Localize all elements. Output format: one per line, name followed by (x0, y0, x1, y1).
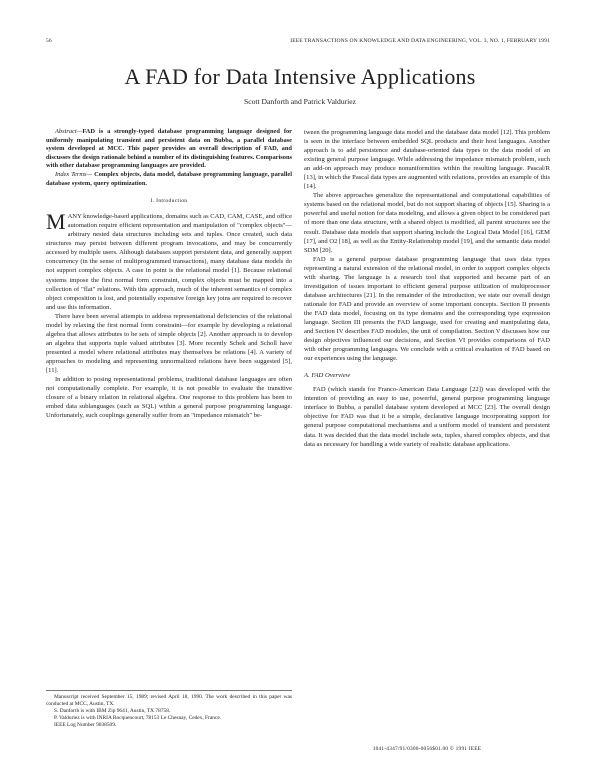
left-column (46, 128, 292, 420)
footnote-author-2: P. Valduriez is with INRIA Rocquencourt, 78153 Le Chesnay, Cedex, France. (54, 715, 222, 721)
drop-cap: M (46, 209, 66, 235)
footnote-author-1: S. Danforth is with IBM Zip 9641, Austin, TX 78758. (54, 708, 171, 714)
running-header (46, 38, 550, 48)
right-paragraph-fad-language: FAD is a general purpose database programming language that uses data types representing a natural extension of the relational model, in order to support complex objects with sharing. The language is a research tool that supported and became part of an investigation of issues important to efficient general purpose utilization of multiprocessor database architectures [21]. In the remainder of the introduction, we state our overall design rationale for FAD and provide an overview of some important concepts. Section II presents the FAD data model, focusing on its type domains and the corresponding type expression language. Section III presents the FAD language, used for creating and manipulating data, and Section IV describes FAD modules, the unit of compilation. Section V discusses how our design objectives influenced our decisions, and Section VI provides comparisons of FAD with other programming languages. We conclude with a critical evaluation of FAD based on our experiences using the language. (304, 255, 550, 363)
copyright-line: 1041-4347/91/0300-0056$01.00 © 1991 IEEE (372, 746, 482, 752)
footnote-log-number: IEEE Log Number 9038509. (54, 722, 117, 728)
section-heading-introduction: I. Introduction (150, 198, 188, 205)
subsection-heading-fad-overview: A. FAD Overview (304, 372, 351, 380)
author-line: Scott Danforth and Patrick Valduriez (243, 97, 357, 106)
footnotes (46, 690, 292, 729)
intro-paragraph-3: In addition to posing representational problems, traditional database languages are often not computationally complete. For example, it is not possible to evaluate the transitive closure of a binary relation in relational algebra. One response to this problem has been to embed data sublanguages (such as SQL) within a general purpose programming language. Unfortunately, such couplings generally suffer from an "impedance mismatch" be- (46, 376, 292, 420)
right-column (304, 128, 550, 449)
intro-paragraph-2: There have been several attempts to address representational deficiencies of the relational model by relaxing the first normal form constraint—for example by developing a relational algebra that allows attributes to be sets of simple objects [2]. Another approach is to develop an algebra that supports tuple valued attributes [3]. More recently Schek and Scholl have presented a model where relational attributes may themselves be relations [4]. A variety of approaches to modeling and representing unnormalized relations have been suggested [5], [11]. (46, 312, 292, 374)
journal-line: IEEE TRANSACTIONS ON KNOWLEDGE AND DATA ENGINEERING, VOL. 3, NO. 1, FEBRUARY 1991 (290, 38, 550, 44)
paper-title: A FAD for Data Intensive Applications (124, 64, 476, 89)
abstract (46, 128, 292, 171)
right-paragraph-continued: tween the programming language data model and the database data model [12]. This problem is seen in the interface between embedded SQL products and their host languages. Another approach is to add persistence and database-oriented data types to the data model of an existing general purpose language. While addressing the impedance mismatch problem, such an add-on approach may produce nonuniformities within the resulting language. Pascal/R [13], in which the Pascal data types are augmented with relations, provides an example of this [14]. (304, 129, 550, 191)
abstract-label: Abstract— (55, 128, 83, 135)
intro-paragraph-1 (46, 209, 292, 312)
abstract-text: FAD is a strongly-typed database programming language designed for uniformly manipulating transient and persistent data on Bubba, a parallel database system developed at MCC. This paper provides an overall description of FAD, and discusses the design rationale behind a number of its distinguishing features. Comparisons with other database programming languages are provided. (46, 128, 292, 170)
footnote-manuscript: Manuscript received September 15, 1989; revised April 18, 1990. The work described in this paper was conducted at MCC, Austin, TX. (46, 694, 292, 707)
page-number: 56 (46, 38, 52, 44)
right-paragraph-sharing: The above approaches generalize the representational and computational capabilities of systems based on the relational model, but do not support sharing of objects [15]. Sharing is a powerful and useful notion for data modeling, and allows a given object to be considered part of more than one data structure, with a shared object is modified, all parent structures see the result. Database data models that support sharing include the Logical Data Model [16], GEM [17], and O2 [18], as well as the Entity-Relationship model [19], and the semantic data model SDM [20]. (304, 192, 550, 254)
right-paragraph-fad-overview: FAD (which stands for Franco-American Data Language [22]) was developed with the intention of providing an easy to use, powerful, general purpose programming language interface to Bubba, a parallel database system developed at MCC [23]. The overall design objective for FAD was that it be a simple, declarative language incorporating support for general purpose computational mechanisms and a uniform model of transient and persistent data. It was decided that the data model include sets, tuples, shared complex objects, and that data as necessary for handling a wide variety of realistic database applications. (304, 386, 550, 448)
intro-paragraph-1-text: ANY knowledge-based applications, domains such as CAD, CAM, CASE, and office automation require efficient representation and manipulation of "complex objects"—arbitrary nested data structures including sets and tuples. Once created, such data structures may persist between different program invocations, and may be concurrently accessed by multiple users. Although databases support persistent data, and generally support concurrency (in the sense of multiprogrammed transactions), many database data models do not support complex objects. A case in point is the relational model [1]. Because relational systems impose the first normal form constraint, complex objects must be mapped into a collection of "flat" relations. With this approach, much of the inherent semantics of complex object composition is lost, and potentially expensive foreign key joins are required to recover and use this information. (46, 213, 292, 311)
index-terms-text: Complex objects, data model, database programming language, parallel database system, query optimization. (46, 170, 293, 187)
index-terms (46, 171, 292, 188)
index-terms-label: Index Terms— (55, 170, 93, 178)
